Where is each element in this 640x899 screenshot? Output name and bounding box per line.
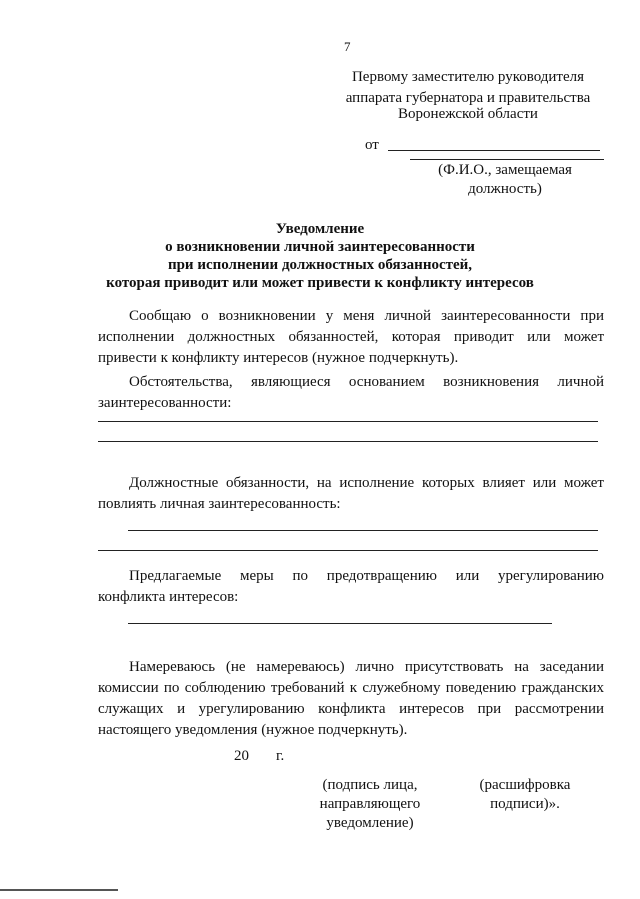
duties-fill-line-1[interactable] [128, 530, 598, 531]
from-hint-line-2: должность) [468, 181, 542, 197]
paragraph-attendance-row-2: комиссии по соблюдению требований к служебному поведению гражданских [98, 680, 604, 696]
paragraph-circumstances [98, 372, 604, 414]
paragraph-measures [98, 566, 604, 608]
paragraph-duties-row-2: повлиять личная заинтересованность: [98, 496, 341, 512]
date-year-suffix: г. [276, 748, 285, 764]
paragraph-measures-row-1: Предлагаемые меры по предотвращению или урегулированию [129, 568, 604, 584]
paragraph-attendance [98, 657, 604, 741]
circumstances-fill-line-1[interactable] [98, 421, 598, 422]
paragraph-circumstances-row-2: заинтересованности: [98, 395, 232, 411]
signature-hint-line-2: направляющего [319, 796, 421, 812]
duties-fill-line-2[interactable] [98, 550, 598, 551]
paragraph-notification-row-1: Сообщаю о возникновении у меня личной заинтересованности при [129, 308, 604, 324]
scan-edge-artifact [0, 889, 118, 891]
addressee-line-1: Первому заместителю руководителя [351, 69, 585, 85]
title-line-4: которая приводит или может привести к конфликту интересов [106, 275, 534, 291]
title-line-3: при исполнении должностных обязанностей, [167, 257, 473, 273]
paragraph-notification-row-2: исполнении должностных обязанностей, которая приводит или может [98, 329, 604, 345]
from-hint-line-1: (Ф.И.О., замещаемая [438, 162, 572, 178]
measures-fill-line[interactable] [128, 623, 552, 624]
addressee-line-2: аппарата губернатора и правительства [345, 90, 591, 106]
from-label: от [365, 137, 379, 153]
paragraph-notification-row-3: привести к конфликту интересов (нужное подчеркнуть). [98, 350, 459, 366]
page-number: 7 [344, 39, 351, 54]
signature-hint-line-1: (подпись лица, [322, 777, 418, 793]
paragraph-attendance-row-3: служащих и урегулированию конфликта интересов при рассмотрении [98, 701, 604, 717]
signature-hint-line-3: уведомление) [326, 815, 414, 831]
date-year-prefix: 20 [234, 748, 249, 764]
paragraph-notification [98, 306, 604, 369]
paragraph-measures-row-2: конфликта интересов: [98, 589, 239, 605]
paragraph-duties [98, 473, 604, 515]
title-line-2: о возникновении личной заинтересованности [165, 239, 475, 255]
circumstances-fill-line-2[interactable] [98, 441, 598, 442]
from-fill-line[interactable] [388, 150, 600, 151]
decode-hint-line-1: (расшифровка [479, 777, 571, 793]
paragraph-attendance-row-4: настоящего уведомления (нужное подчеркнуть). [98, 722, 408, 738]
decode-hint-line-2: подписи)». [490, 796, 560, 812]
addressee-line-3: Воронежской области [398, 106, 538, 122]
paragraph-circumstances-row-1: Обстоятельства, являющиеся основанием возникновения личной [129, 374, 604, 390]
paragraph-duties-row-1: Должностные обязанности, на исполнение которых влияет или может [129, 475, 604, 491]
title-line-1: Уведомление [275, 221, 365, 237]
paragraph-attendance-row-1: Намереваюсь (не намереваюсь) лично присутствовать на заседании [129, 659, 604, 675]
